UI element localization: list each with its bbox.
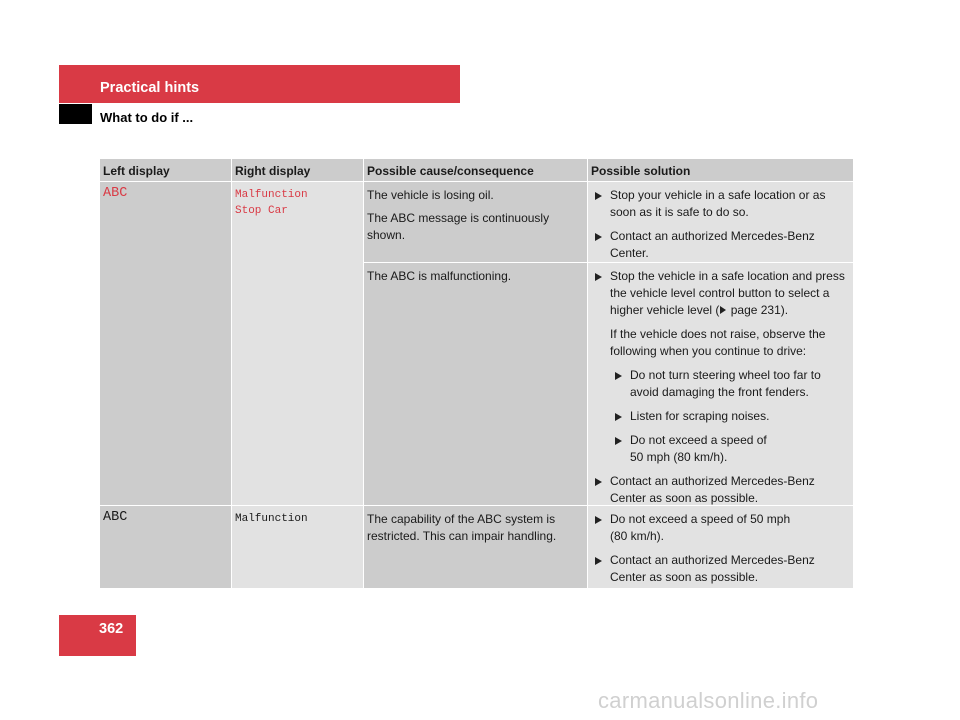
solution-cell — [588, 182, 853, 262]
bullet-item: Contact an authorized Mercedes-Benz Center as soon as possible. — [592, 473, 849, 507]
column-header-solution: Possible solution — [588, 159, 853, 181]
cause-cell — [364, 506, 587, 588]
sub-bullet-item: Do not turn steering wheel too far to avoid damaging the front fenders. — [612, 367, 849, 401]
note-text: If the vehicle does not raise, observe the following when you continue to drive: — [610, 327, 826, 358]
left-display-abc: ABC — [100, 182, 231, 505]
bullet-arrow-icon — [595, 273, 602, 281]
page-subtitle: What to do if ... — [100, 110, 194, 125]
right-display-line: Malfunction — [235, 513, 308, 525]
cause-cell — [364, 263, 587, 505]
sub-bullet-item: Listen for scraping noises. — [612, 408, 849, 425]
bullet-item: Stop the vehicle in a safe location and press the vehicle level control button to select a higher vehicle level ( page 231). — [592, 268, 849, 319]
section-title: Practical hints — [100, 80, 200, 96]
bullet-item: Contact an authorized Mercedes-Benz Center. — [592, 228, 849, 262]
bullet-arrow-icon — [615, 413, 622, 421]
bullet-item: Do not exceed a speed of 50 mph (80 km/h). — [592, 511, 849, 545]
bullet-item: Stop your vehicle in a safe location or as soon as it is safe to do so. — [592, 187, 849, 221]
bullet-arrow-icon — [595, 233, 602, 241]
column-header-left-display: Left display — [100, 159, 231, 181]
cause-text: The ABC is malfunctioning. — [367, 269, 512, 283]
bullet-arrow-icon — [595, 478, 602, 486]
cause-cell — [364, 182, 587, 262]
watermark: carmanualsonline.info — [598, 688, 819, 713]
header-marker — [59, 104, 92, 124]
left-display-abc: ABC — [100, 506, 231, 588]
bullet-arrow-icon — [595, 516, 602, 524]
right-display-cell — [232, 182, 363, 505]
solution-cell — [588, 263, 853, 505]
bullet-item: Contact an authorized Mercedes-Benz Center as soon as possible. — [592, 552, 849, 586]
cause-text: The capability of the ABC system is restricted. This can impair handling. — [367, 512, 557, 543]
cause-text: The vehicle is losing oil. — [367, 188, 494, 202]
bullet-arrow-icon — [615, 437, 622, 445]
cause-text: The ABC message is continuously shown. — [367, 211, 550, 242]
page-number: 362 — [59, 615, 136, 656]
column-header-right-display: Right display — [232, 159, 363, 181]
right-display-line: Malfunction — [235, 189, 308, 201]
sub-bullet-item: Do not exceed a speed of 50 mph (80 km/h). — [612, 432, 849, 466]
column-header-cause: Possible cause/consequence — [364, 159, 587, 181]
solution-cell — [588, 506, 853, 588]
page-reference-icon — [720, 306, 726, 314]
bullet-arrow-icon — [615, 372, 622, 380]
bullet-arrow-icon — [595, 557, 602, 565]
right-display-cell — [232, 506, 363, 588]
display-messages-table — [100, 159, 853, 588]
bullet-arrow-icon — [595, 192, 602, 200]
right-display-line: Stop Car — [235, 205, 288, 217]
